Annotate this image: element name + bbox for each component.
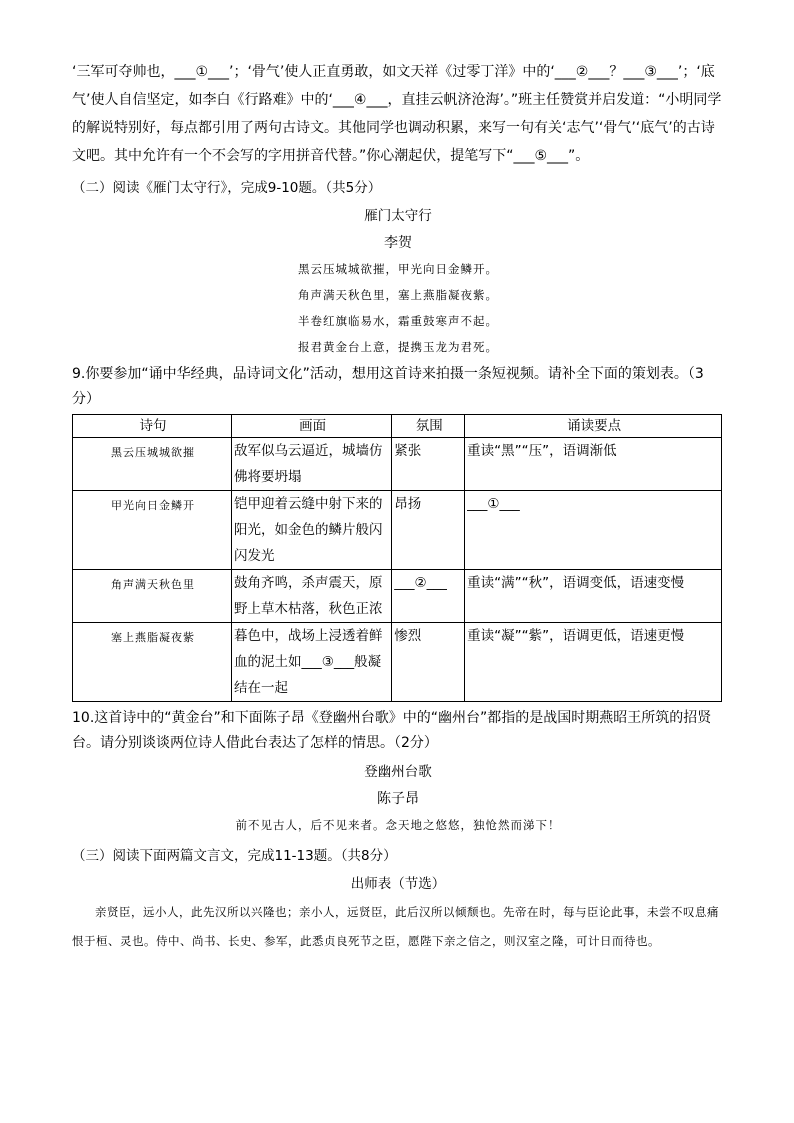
cell-reading-points: 重读“凝”“紫”，语调更低，语速更慢 (465, 623, 722, 702)
cell-scene: 铠甲迎着云缝中射下来的阳光，如金色的鳞片般闪闪发光 (232, 491, 392, 570)
cell-atmosphere: 紧张 (392, 438, 465, 491)
poem2-text: 前不见古人，后不见来者。念天地之悠悠，独怆然而涕下！ (235, 818, 561, 832)
table-row (73, 623, 722, 702)
question-9: 9.你要参加“诵中华经典，品诗词文化”活动，想用这首诗来拍摄一条短视频。请补全下面的策划表。（3分） (72, 366, 704, 407)
cell-reading-points-blank: ___①___ (465, 491, 722, 570)
section-3-heading: （三）阅读下面两篇文言文，完成11-13题。（共8分） (72, 848, 397, 864)
cell-atmosphere: 昂扬 (392, 491, 465, 570)
cell-verse: 甲光向日金鳞开 (73, 491, 232, 570)
prose-text: 亲贤臣，远小人，此先汉所以兴隆也；亲小人，远贤臣，此后汉所以倾颓也。先帝在时，每与臣论此事，未尝不叹息痛恨于桓、灵也。侍中、尚书、长史、参军，此悉贞良死节之臣，愿陛下亲之信之，则汉室之隆，可计日而待也。 (72, 905, 719, 948)
poem-line: 角声满天秋色里，塞上燕脂凝夜紫。 (298, 288, 498, 302)
header-verse: 诗句 (73, 415, 232, 438)
table-row (73, 570, 722, 623)
poem2-title: 登幽州台歌 (364, 764, 432, 780)
cell-verse: 角声满天秋色里 (73, 570, 232, 623)
intro-paragraph: ‘三军可夺帅也，___①___’；‘骨气’使人正直勇敢，如文天祥《过零丁洋》中的‘___②___？___③___’；‘底气’使人自信坚定，如李白《行路难》中的‘___④___，直挂云帆济沧海’。”班主任赞赏并启发道：“小明同学的解说特别好，每点都引用了两句古诗文。其他同学也调动积累，来写一句有关‘志气’‘骨气’‘底气’的古诗文吧。其中允许有一个不会写的字用拼音代替。”你心潮起伏，提笔写下“___⑤___”。 (72, 64, 722, 164)
table-row (73, 438, 722, 491)
cell-verse: 塞上燕脂凝夜紫 (73, 623, 232, 702)
cell-reading-points: 重读“黑”“压”，语调渐低 (465, 438, 722, 491)
poem-line: 报君黄金台上意，提携玉龙为君死。 (298, 340, 498, 354)
cell-atmosphere-blank: ___②___ (392, 570, 465, 623)
prose-title: 出师表（节选） (350, 876, 446, 892)
planning-table (72, 414, 722, 702)
cell-reading-points: 重读“满”“秋”，语调变低，语速变慢 (465, 570, 722, 623)
document-page (72, 58, 724, 956)
question-10: 10.这首诗中的“黄金台”和下面陈子昂《登幽州台歌》中的“幽州台”都指的是战国时期燕昭王所筑的招贤台。请分别谈谈两位诗人借此台表达了怎样的情思。（2分） (72, 710, 712, 751)
cell-atmosphere: 惨烈 (392, 623, 465, 702)
table-header-row (73, 415, 722, 438)
cell-scene: 敌军似乌云逼近，城墙仿佛将要坍塌 (232, 438, 392, 491)
cell-scene: 鼓角齐鸣，杀声震天，原野上草木枯落，秋色正浓 (232, 570, 392, 623)
header-atmosphere: 氛围 (392, 415, 465, 438)
header-scene: 画面 (232, 415, 392, 438)
poem-author: 李贺 (384, 235, 412, 251)
poem-line: 半卷红旗临易水，霜重鼓寒声不起。 (298, 314, 498, 328)
section-2-heading: （二）阅读《雁门太守行》，完成9-10题。（共5分） (72, 180, 382, 196)
table-row (73, 491, 722, 570)
poem-line: 黑云压城城欲摧，甲光向日金鳞开。 (298, 262, 498, 276)
cell-scene: 暮色中，战场上浸透着鲜血的泥土如___③___般凝结在一起 (232, 623, 392, 702)
poem2-author: 陈子昂 (377, 791, 419, 807)
cell-verse: 黑云压城城欲摧 (73, 438, 232, 491)
header-reading-points: 诵读要点 (465, 415, 722, 438)
poem-title: 雁门太守行 (364, 208, 432, 224)
